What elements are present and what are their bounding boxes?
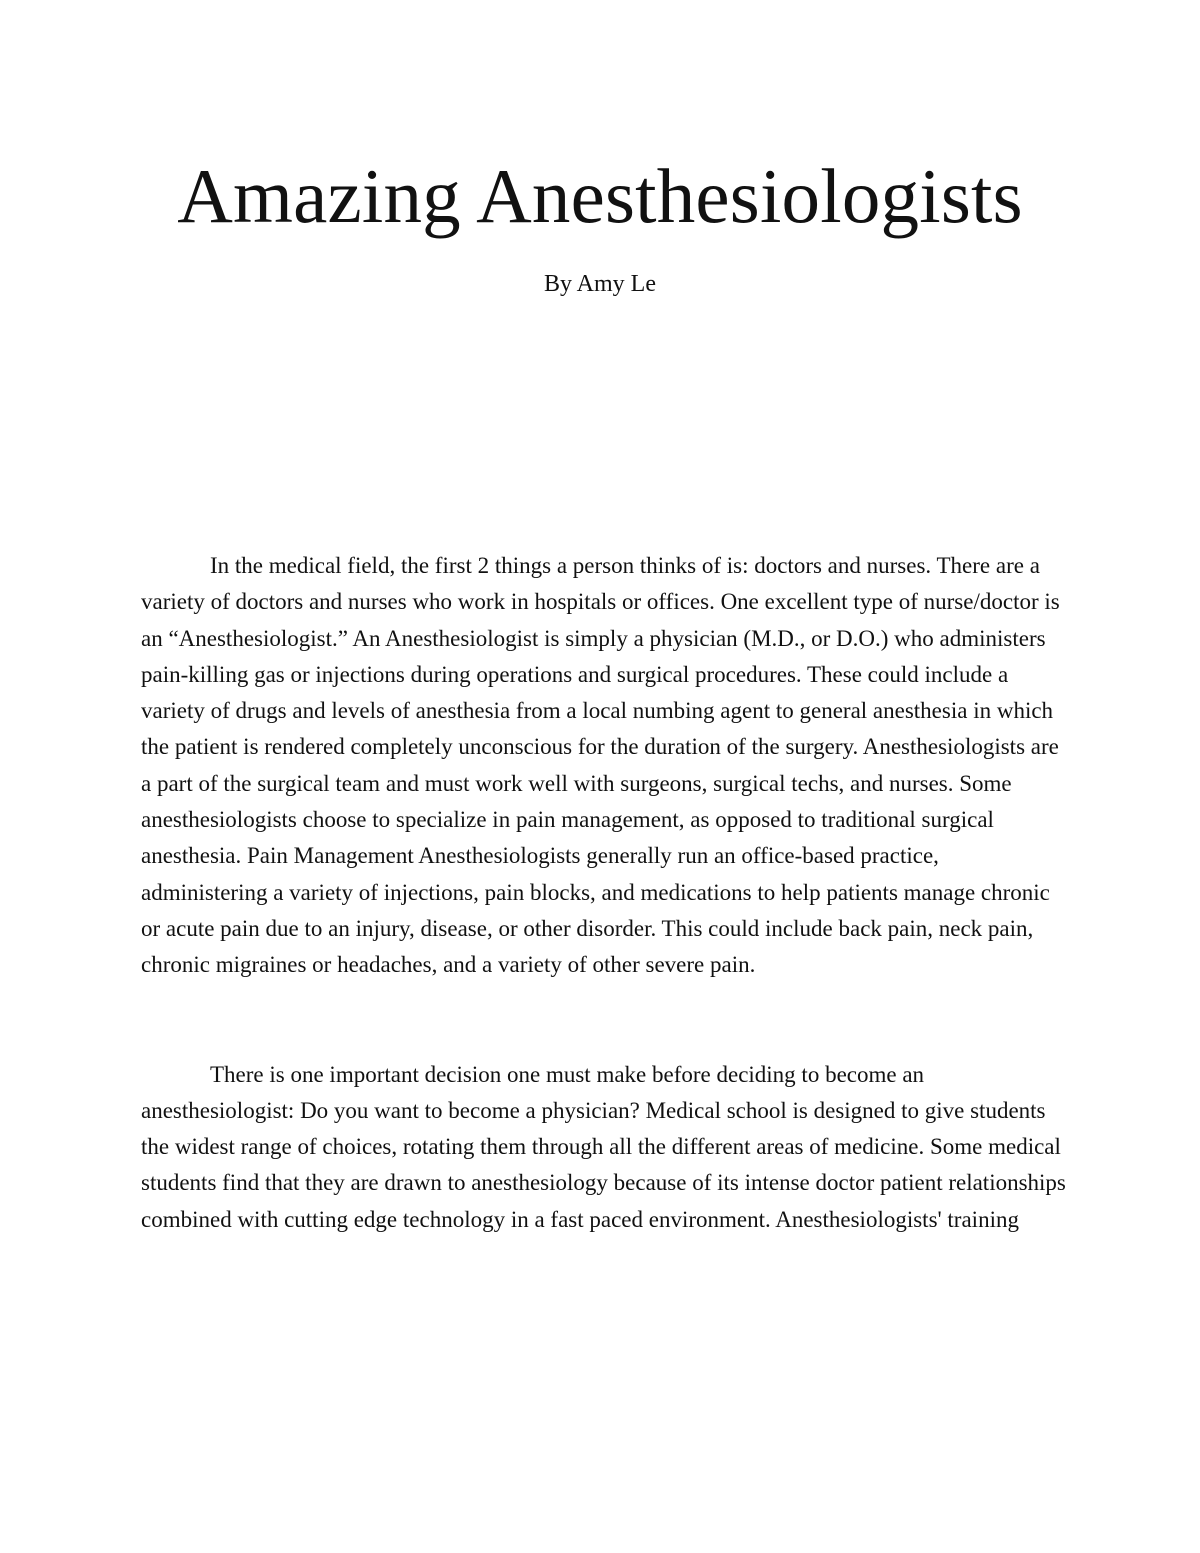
paragraph-2: There is one important decision one must make before deciding to become an anesthesiologist: Do you want to become a physician? Medical school is designed to give students the widest range of choices, rotating them through all the different areas of medicine. Some medical students find that they are drawn to anesthesiology because of its intense doctor patient relationships combined with cutting edge technology in a fast paced environment. Anesthesiologists' training [141,1061,1066,1232]
paragraph-1: In the medical field, the first 2 things a person thinks of is: doctors and nurses. There are a variety of doctors and nurses who work in hospitals or offices. One excellent type of nurse/doctor is an “Anesthesiologist.” An Anesthesiologist is simply a physician (M.D., or D.O.) who administers pain-killing gas or injections during operations and surgical procedures. These could include a variety of drugs and levels of anesthesia from a local numbing agent to general anesthesia in which the patient is rendered completely unconscious for the duration of the surgery. Anesthesiologists are a part of the surgical team and must work well with surgeons, surgical techs, and nurses. Some anesthesiologists choose to specialize in pain management, as opposed to traditional surgical anesthesia. Pain Management Anesthesiologists generally run an office-based practice, administering a variety of injections, pain blocks, and medications to help patients manage chronic or acute pain due to an injury, disease, or other disorder. This could include back pain, neck pain, chronic migraines or headaches, and a variety of other severe pain. [141,553,1060,978]
document-body [141,548,1071,1238]
document-title: Amazing Anesthesiologists [177,153,1023,239]
author-byline: By Amy Le [544,271,656,297]
